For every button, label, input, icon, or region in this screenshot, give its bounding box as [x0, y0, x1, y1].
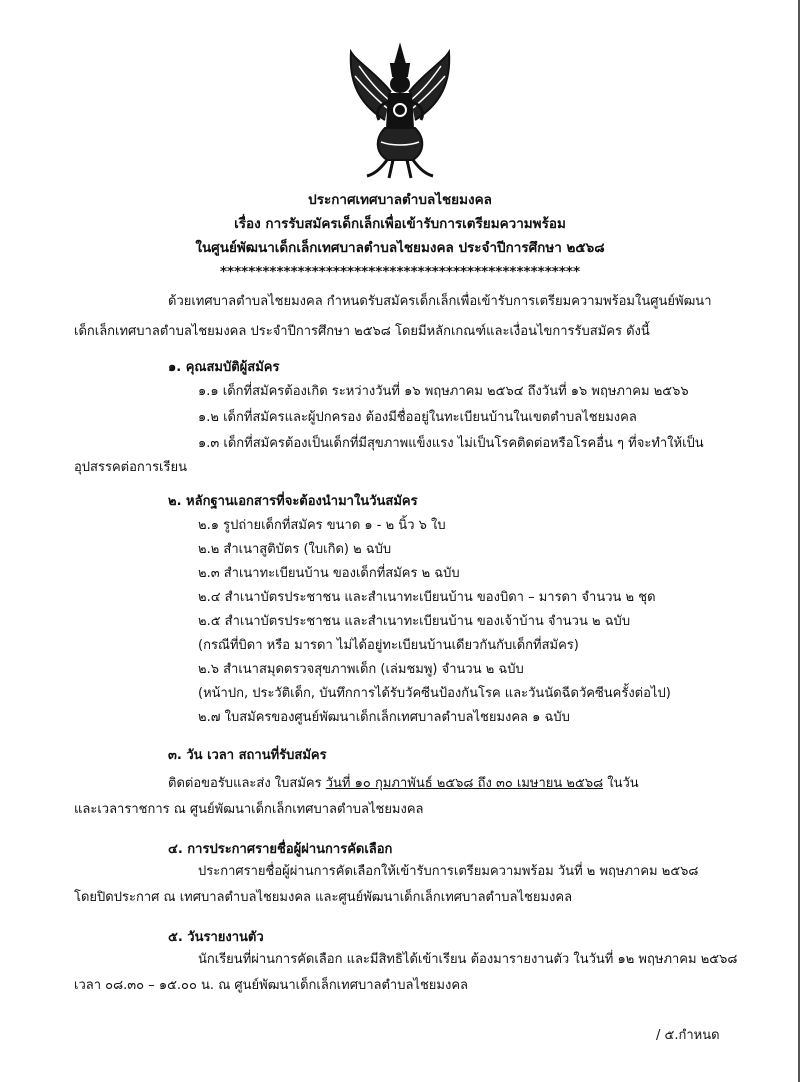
header-issuer: ประกาศเทศบาลตำบลไชยมงคล	[308, 192, 492, 208]
section-2-item-4: ๒.๔ สำเนาบัตรประชาชน และสำเนาทะเบียนบ้าน ของบิดา – มารดา จำนวน ๒ ชุด	[198, 590, 656, 605]
section-2-item-1: ๒.๑ รูปถ่ายเด็กที่สมัคร ขนาด ๑ - ๒ นิ้ว ๖ ใบ	[198, 518, 446, 533]
section-1-heading: ๑. คุณสมบัติผู้สมัคร	[168, 360, 280, 375]
section-3-line-1-prefix: ติดต่อขอรับและส่ง ใบสมัคร	[168, 776, 326, 791]
section-3-heading: ๓. วัน เวลา สถานที่รับสมัคร	[168, 748, 327, 763]
section-3-line-2: และเวลาราชการ ณ ศูนย์พัฒนาเด็กเล็กเทศบาลตำบลไชยมงคล	[74, 802, 424, 817]
section-2-item-7: ๒.๗ ใบสมัครของศูนย์พัฒนาเด็กเล็กเทศบาลตำบลไชยมงคล ๑ ฉบับ	[198, 710, 570, 725]
header-subject: เรื่อง การรับสมัครเด็กเล็กเพื่อเข้ารับการเตรียมความพร้อม	[234, 216, 566, 232]
section-4-line-1: ประกาศรายชื่อผู้ผ่านการคัดเลือกให้เข้ารับการเตรียมความพร้อม วันที่ ๒ พฤษภาคม ๒๕๖๘	[198, 864, 699, 879]
section-2-heading: ๒. หลักฐานเอกสารที่จะต้องนำมาในวันสมัคร	[168, 494, 418, 509]
section-1-item-3-cont: อุปสรรคต่อการเรียน	[74, 460, 187, 475]
section-4-line-2: โดยปิดประกาศ ณ เทศบาลตำบลไชยมงคล และศูนย์พัฒนาเด็กเล็กเทศบาลตำบลไชยมงคล	[74, 890, 573, 905]
section-2-item-5-note: (กรณีที่บิดา หรือ มารดา ไม่ได้อยู่ทะเบียนบ้านเดียวกันกับเด็กที่สมัคร)	[198, 638, 579, 653]
section-1-item-1: ๑.๑ เด็กที่สมัครต้องเกิด ระหว่างวันที่ ๑๖ พฤษภาคม ๒๕๖๔ ถึงวันที่ ๑๖ พฤษภาคม ๒๕๖๖	[198, 384, 689, 399]
next-page-reference: / ๕.กำหนด	[656, 1028, 720, 1043]
section-1-item-3: ๑.๓ เด็กที่สมัครต้องเป็นเด็กที่มีสุขภาพแข็งแรง ไม่เป็นโรคติดต่อหรือโรคอื่น ๆ ที่จะทำให้เป็น	[198, 436, 704, 451]
header-subject-cont: ในศูนย์พัฒนาเด็กเล็กเทศบาลตำบลไชยมงคล ประจำปีการศึกษา ๒๕๖๘	[195, 240, 605, 256]
section-5-heading: ๕. วันรายงานตัว	[168, 930, 264, 945]
section-4-heading: ๔. การประกาศรายชื่อผู้ผ่านการคัดเลือก	[168, 842, 393, 857]
header-separator: ***************************************************	[219, 264, 581, 280]
section-2-item-3: ๒.๓ สำเนาทะเบียนบ้าน ของเด็กที่สมัคร ๒ ฉบับ	[198, 566, 460, 581]
section-5-line-1: นักเรียนที่ผ่านการคัดเลือก และมีสิทธิได้เข้าเรียน ต้องมารายงานตัว ในวันที่ ๑๒ พฤษภาคม ๒๕๖๘	[198, 952, 738, 967]
application-period: วันที่ ๑๐ กุมภาพันธ์ ๒๕๖๘ ถึง ๓๐ เมษายน ๒๕๖๘	[325, 776, 604, 791]
section-2-item-6: ๒.๖ สำเนาสมุดตรวจสุขภาพเด็ก (เล่มชมพู) จำนวน ๒ ฉบับ	[198, 662, 524, 677]
intro-line-1: ด้วยเทศบาลตำบลไชยมงคล กำหนดรับสมัครเด็กเล็กเพื่อเข้ารับการเตรียมความพร้อมในศูนย์พัฒนา	[168, 294, 712, 309]
section-1-item-2: ๑.๒ เด็กที่สมัครและผู้ปกครอง ต้องมีชื่ออยู่ในทะเบียนบ้านในเขตตำบลไชยมงคล	[198, 410, 637, 425]
section-3-line-1-suffix: ในวัน	[603, 776, 639, 791]
section-5-line-2: เวลา ๐๘.๓๐ – ๑๕.๐๐ น. ณ ศูนย์พัฒนาเด็กเล็กเทศบาลตำบลไชยมงคล	[74, 978, 468, 993]
intro-line-2: เด็กเล็กเทศบาลตำบลไชยมงคล ประจำปีการศึกษา ๒๕๖๘ โดยมีหลักเกณฑ์และเงื่อนไขการรับสมัคร ดังนี้	[74, 324, 650, 339]
section-3-line-1	[168, 772, 639, 796]
section-2-item-6-note: (หน้าปก, ประวัติเด็ก, บันทึกการได้รับวัคซีนป้องกันโรค และวันนัดฉีดวัคซีนครั้งต่อไป)	[198, 686, 671, 701]
garuda-emblem-icon	[345, 42, 455, 182]
announcement-header	[0, 188, 800, 284]
section-2-item-2: ๒.๒ สำเนาสูติบัตร (ใบเกิด) ๒ ฉบับ	[198, 542, 392, 557]
section-2-item-5: ๒.๕ สำเนาบัตรประชาชน และสำเนาทะเบียนบ้าน ของเจ้าบ้าน จำนวน ๒ ฉบับ	[198, 614, 631, 629]
